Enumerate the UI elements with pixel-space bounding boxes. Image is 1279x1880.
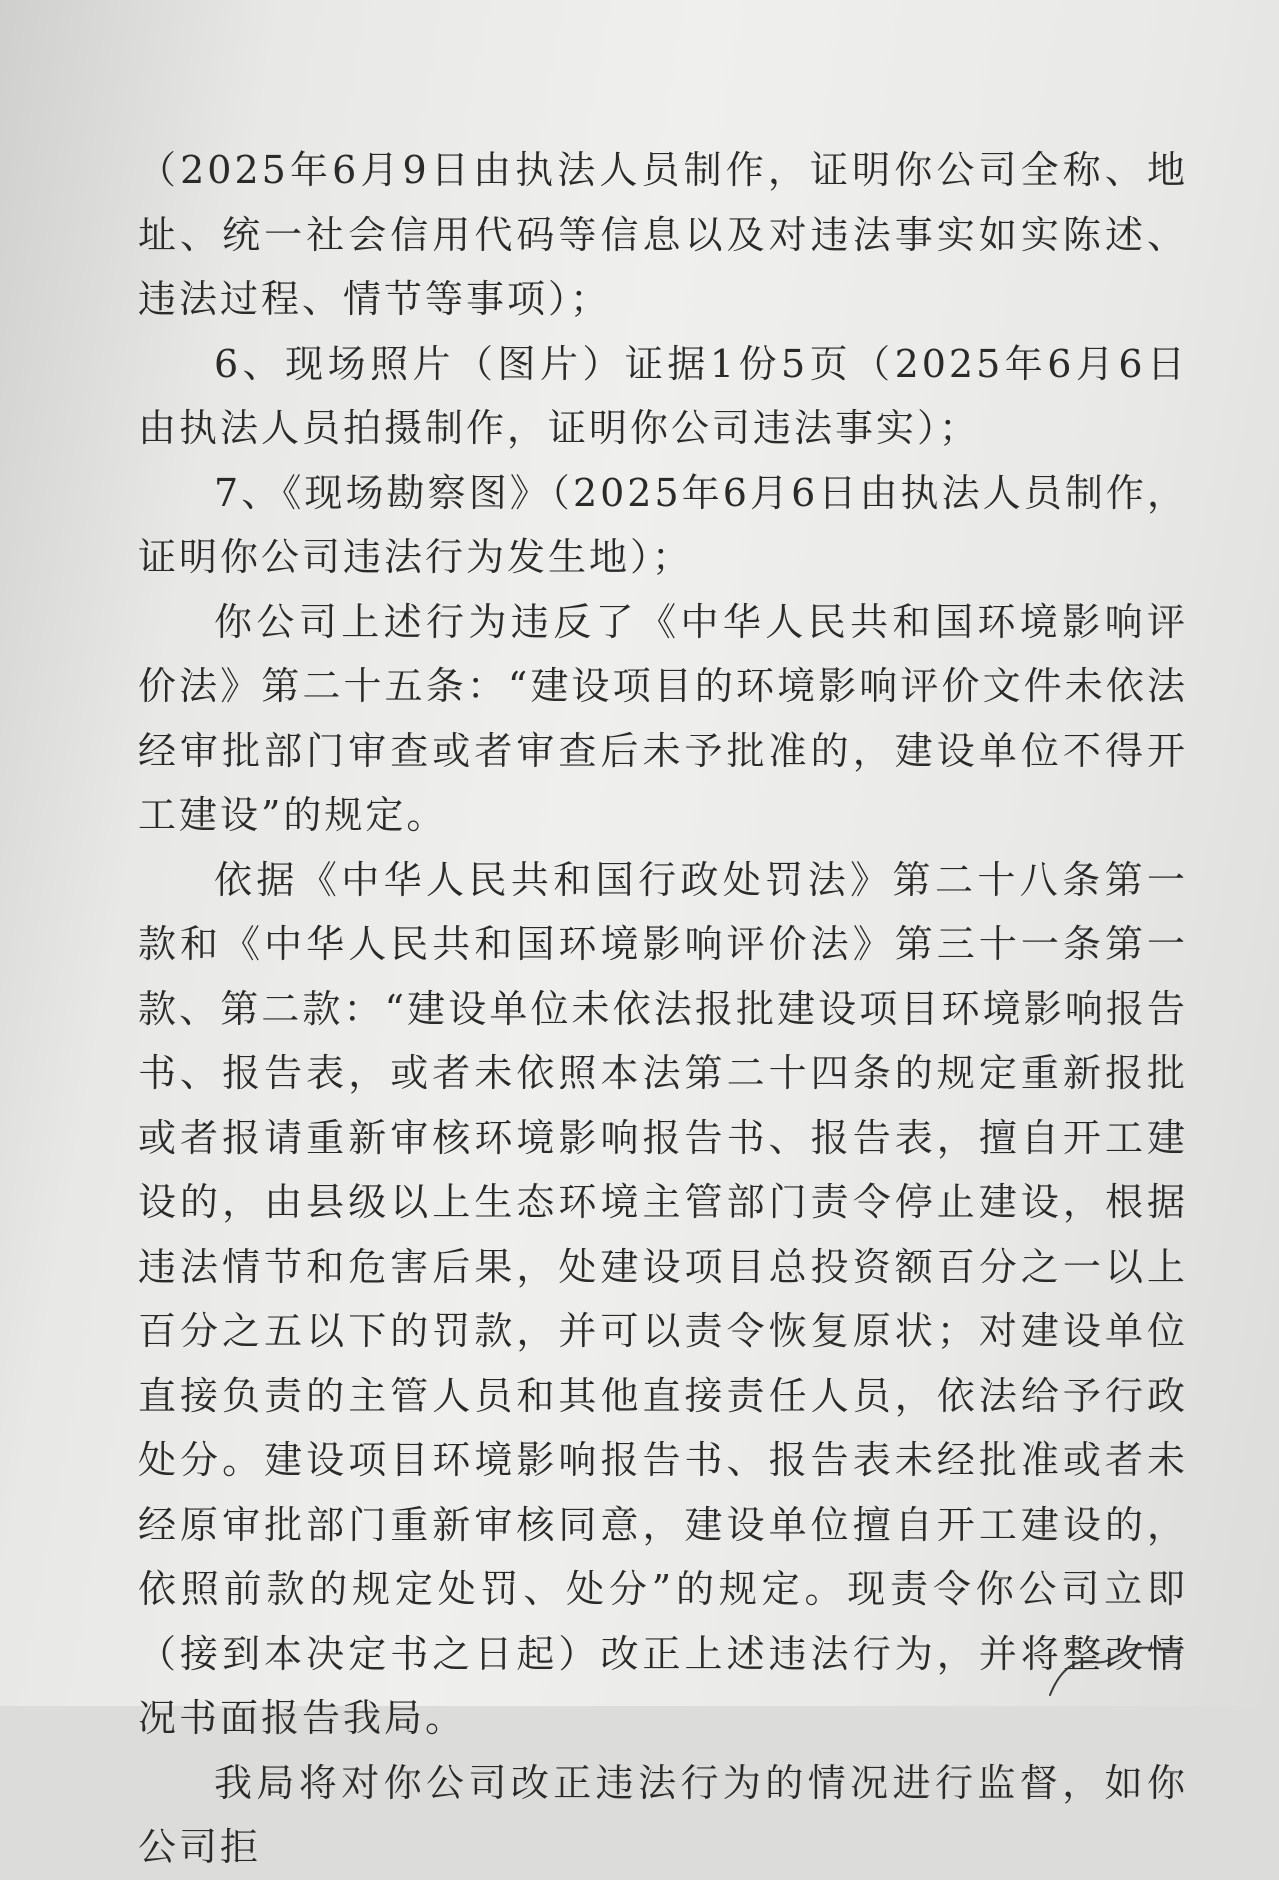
paragraph-evidence-6: 6、现场照片（图片）证据1份5页（2025年6月6日由执法人员拍摄制作，证明你公司违法事实）； (138, 341, 1188, 450)
document-body (138, 138, 1188, 1880)
paragraph-violation: 你公司上述行为违反了《中华人民共和国环境影响评价法》第二十五条：“建设项目的环境影响评价文件未依法经审批部门审查或者审查后未予批准的，建设单位不得开工建设”的规定。 (138, 599, 1188, 837)
paragraph-legal-basis: 依据《中华人民共和国行政处罚法》第二十八条第一款和《中华人民共和国环境影响评价法》第三十一条第一款、第二款：“建设单位未依法报批建设项目环境影响报告书、报告表，或者未依照本法第二十四条的规定重新报批或者报请重新审核环境影响报告书、报告表，擅自开工建设的，由县级以上生态环境主管部门责令停止建设，根据违法情节和危害后果，处建设项目总投资额百分之一以上百分之五以下的罚款，并可以责令恢复原状；对建设单位直接负责的主管人员和其他直接责任人员，依法给予行政处分。建设项目环境影响报告书、报告表未经批准或者未经原审批部门重新审核同意，建设单位擅自开工建设的，依照前款的规定处罚、处分”的规定。现责令你公司立即（接到本决定书之日起）改正上述违法行为，并将整改情况书面报告我局。 (138, 857, 1188, 1740)
paragraph-supervision: 我局将对你公司改正违法行为的情况进行监督，如你公司拒 (138, 1760, 1188, 1869)
paragraph-evidence-7: 7、《现场勘察图》（2025年6月6日由执法人员制作，证明你公司违法行为发生地）； (138, 470, 1188, 579)
paragraph-evidence-5-continued: （2025年6月9日由执法人员制作，证明你公司全称、地址、统一社会信用代码等信息以及对违法事实如实陈述、违法过程、情节等事项）； (138, 148, 1188, 321)
pen-stroke-mark (1040, 1640, 1200, 1700)
